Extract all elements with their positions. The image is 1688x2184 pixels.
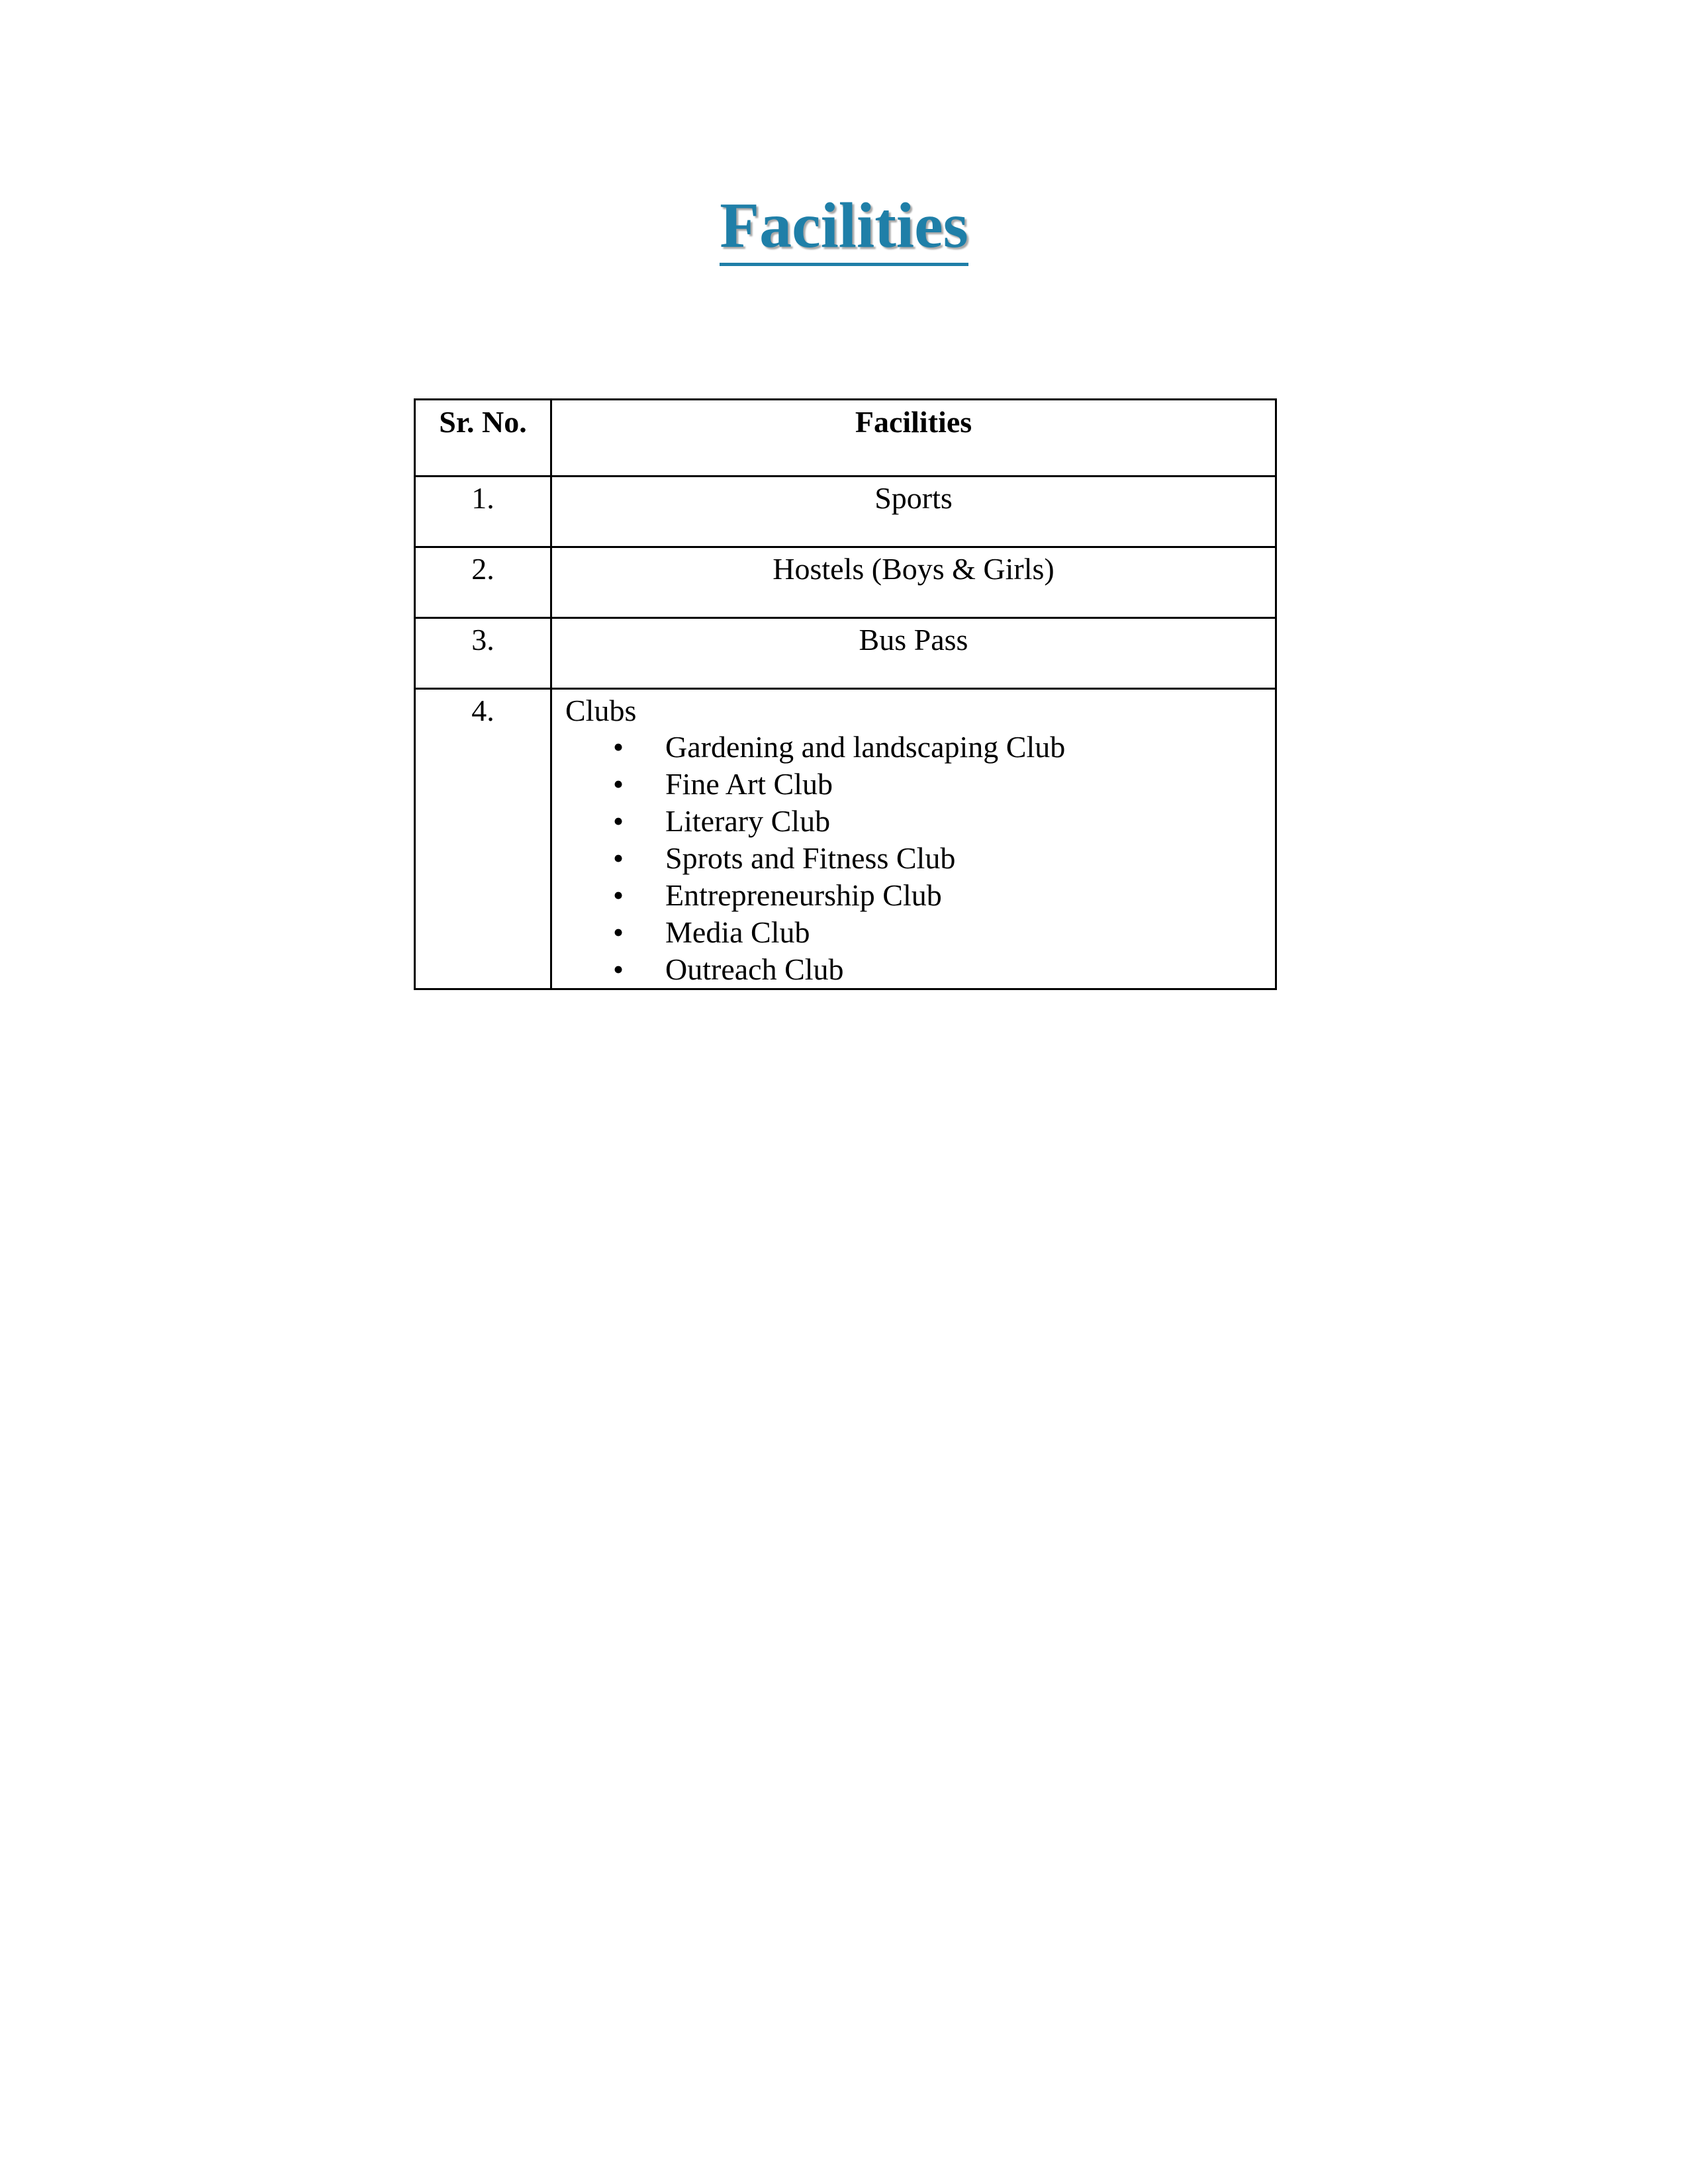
row-facility: Bus Pass — [551, 618, 1276, 689]
list-item — [565, 729, 1275, 766]
list-item — [565, 803, 1275, 840]
bullet-icon: • — [613, 730, 624, 764]
clubs-heading: Clubs — [565, 694, 637, 727]
club-name: Fine Art Club — [665, 767, 833, 801]
bullet-icon: • — [613, 952, 624, 986]
club-name: Media Club — [665, 915, 810, 949]
club-name: Outreach Club — [665, 952, 844, 986]
list-item — [565, 877, 1275, 914]
table-header-row — [415, 400, 1276, 477]
table-row — [415, 547, 1276, 618]
row-number: 3. — [415, 618, 551, 689]
table-row — [415, 477, 1276, 547]
club-name: Literary Club — [665, 804, 831, 838]
list-item — [565, 951, 1275, 988]
row-number: 2. — [415, 547, 551, 618]
page-title-text: Facilities — [720, 190, 968, 266]
list-item — [565, 766, 1275, 803]
bullet-icon: • — [613, 804, 624, 838]
list-item — [565, 914, 1275, 951]
row-facility: Sports — [551, 477, 1276, 547]
row-number: 1. — [415, 477, 551, 547]
header-facilities: Facilities — [551, 400, 1276, 477]
club-name: Gardening and landscaping Club — [665, 730, 1066, 764]
bullet-icon: • — [613, 878, 624, 912]
facilities-table — [414, 398, 1277, 990]
club-name: Sprots and Fitness Club — [665, 841, 956, 875]
list-item — [565, 840, 1275, 877]
clubs-list — [565, 729, 1275, 988]
header-sr-no: Sr. No. — [415, 400, 551, 477]
row-number: 4. — [415, 689, 551, 989]
page-title — [0, 190, 1688, 261]
table-row — [415, 618, 1276, 689]
club-name: Entrepreneurship Club — [665, 878, 942, 912]
bullet-icon: • — [613, 767, 624, 801]
bullet-icon: • — [613, 841, 624, 875]
clubs-cell — [551, 689, 1276, 989]
row-facility: Hostels (Boys & Girls) — [551, 547, 1276, 618]
bullet-icon: • — [613, 915, 624, 949]
table-row-clubs — [415, 689, 1276, 989]
